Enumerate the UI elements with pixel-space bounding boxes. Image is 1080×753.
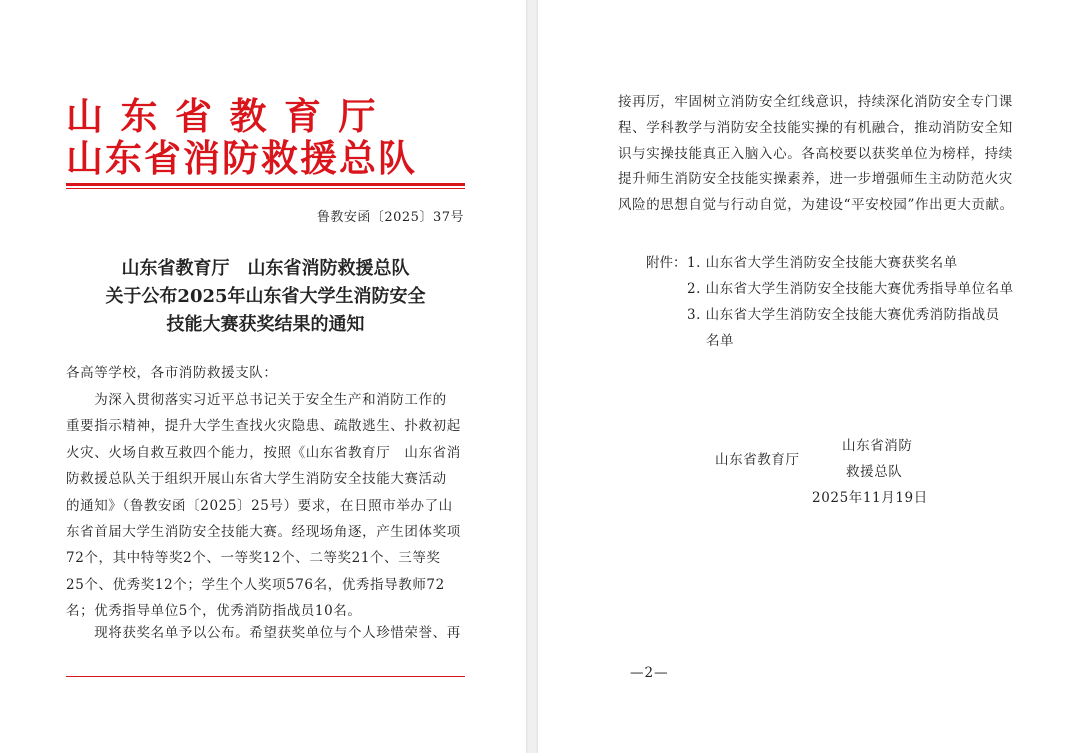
text-line: 识与实操技能真正入脑入心。各高校要以获奖单位为榜样，持续 <box>618 145 1013 162</box>
letterhead-line-2: 山东省消防救援总队 <box>66 136 417 180</box>
text-line: 现将获奖名单予以公布。希望获奖单位与个人珍惜荣誉、再 <box>66 625 461 641</box>
text-line: 的通知》（鲁教安函〔2025〕25号）要求，在日照市举办了山 <box>66 497 453 514</box>
text-line: 72个，其中特等奖2个、一等奖12个、二等奖21个、三等奖 <box>66 550 441 567</box>
signature-org-1: 山东省教育厅 <box>715 452 800 468</box>
text-line: 东省首届大学生消防安全技能大赛。经现场角逐，产生团体奖项 <box>66 524 461 541</box>
attachments-list <box>687 250 1014 354</box>
body-paragraph-2 <box>66 620 468 646</box>
attachment-item-3: 3. 山东省大学生消防安全技能大赛优秀消防指战员 <box>687 307 1000 323</box>
salutation: 各高等学校，各市消防救援支队： <box>66 365 278 381</box>
title-line-1: 山东省教育厅 山东省消防救援总队 <box>121 258 410 279</box>
document-number: 鲁教安函〔2025〕37号 <box>316 210 464 225</box>
body-paragraph-continued <box>618 90 1038 219</box>
title-line-3: 技能大赛获奖结果的通知 <box>166 314 365 335</box>
text-line: 25个、优秀奖12个；学生个人奖项576名，优秀指导教师72 <box>66 576 445 593</box>
text-line: 为深入贯彻落实习近平总书记关于安全生产和消防工作的 <box>66 392 447 408</box>
text-line: 程、学科教学与消防安全技能实操的有机融合，推动消防安全知 <box>618 119 1013 136</box>
text-line: 提升师生消防安全技能实操素养，进一步增强师生主动防范火灾 <box>618 171 1013 188</box>
letterhead-line-1: 山东省教育厅 <box>66 94 393 138</box>
document-title <box>66 255 465 339</box>
body-paragraph-1 <box>66 387 468 625</box>
text-line: 防救援总队关于组织开展山东省大学生消防安全技能大赛活动 <box>66 471 447 488</box>
text-line: 接再厉，牢固树立消防安全红线意识，持续深化消防安全专门课 <box>618 94 1013 110</box>
document-page-1 <box>0 0 526 753</box>
signature-org-2-line-1: 山东省消防 <box>842 438 913 454</box>
letterhead-rule-thin <box>66 188 465 189</box>
attachment-item-3-continued: 名单 <box>706 333 734 349</box>
signature-org-2-line-2: 救援总队 <box>846 464 903 480</box>
signature-date: 2025年11月19日 <box>812 490 928 506</box>
footer-rule <box>66 676 465 677</box>
text-line: 名；优秀指导单位5个，优秀消防指战员10名。 <box>66 603 362 620</box>
text-line: 风险的思想自觉与行动自觉，为建设“平安校园”作出更大贡献。 <box>618 197 1014 214</box>
attachment-item-2: 2. 山东省大学生消防安全技能大赛优秀指导单位名单 <box>687 281 1014 297</box>
text-line: 火灾、火场自救互救四个能力，按照《山东省教育厅 山东省消 <box>66 444 461 461</box>
letterhead-rule-thick <box>66 183 465 186</box>
attachments-label: 附件： <box>646 255 687 271</box>
attachment-item-1: 1. 山东省大学生消防安全技能大赛获奖名单 <box>687 255 958 271</box>
title-line-2: 关于公布2025年山东省大学生消防安全 <box>105 286 426 307</box>
text-line: 重要指示精神，提升大学生查找火灾隐患、疏散逃生、扑救初起 <box>66 418 461 435</box>
page-number: —2— <box>630 665 669 681</box>
document-page-2 <box>538 0 1080 753</box>
